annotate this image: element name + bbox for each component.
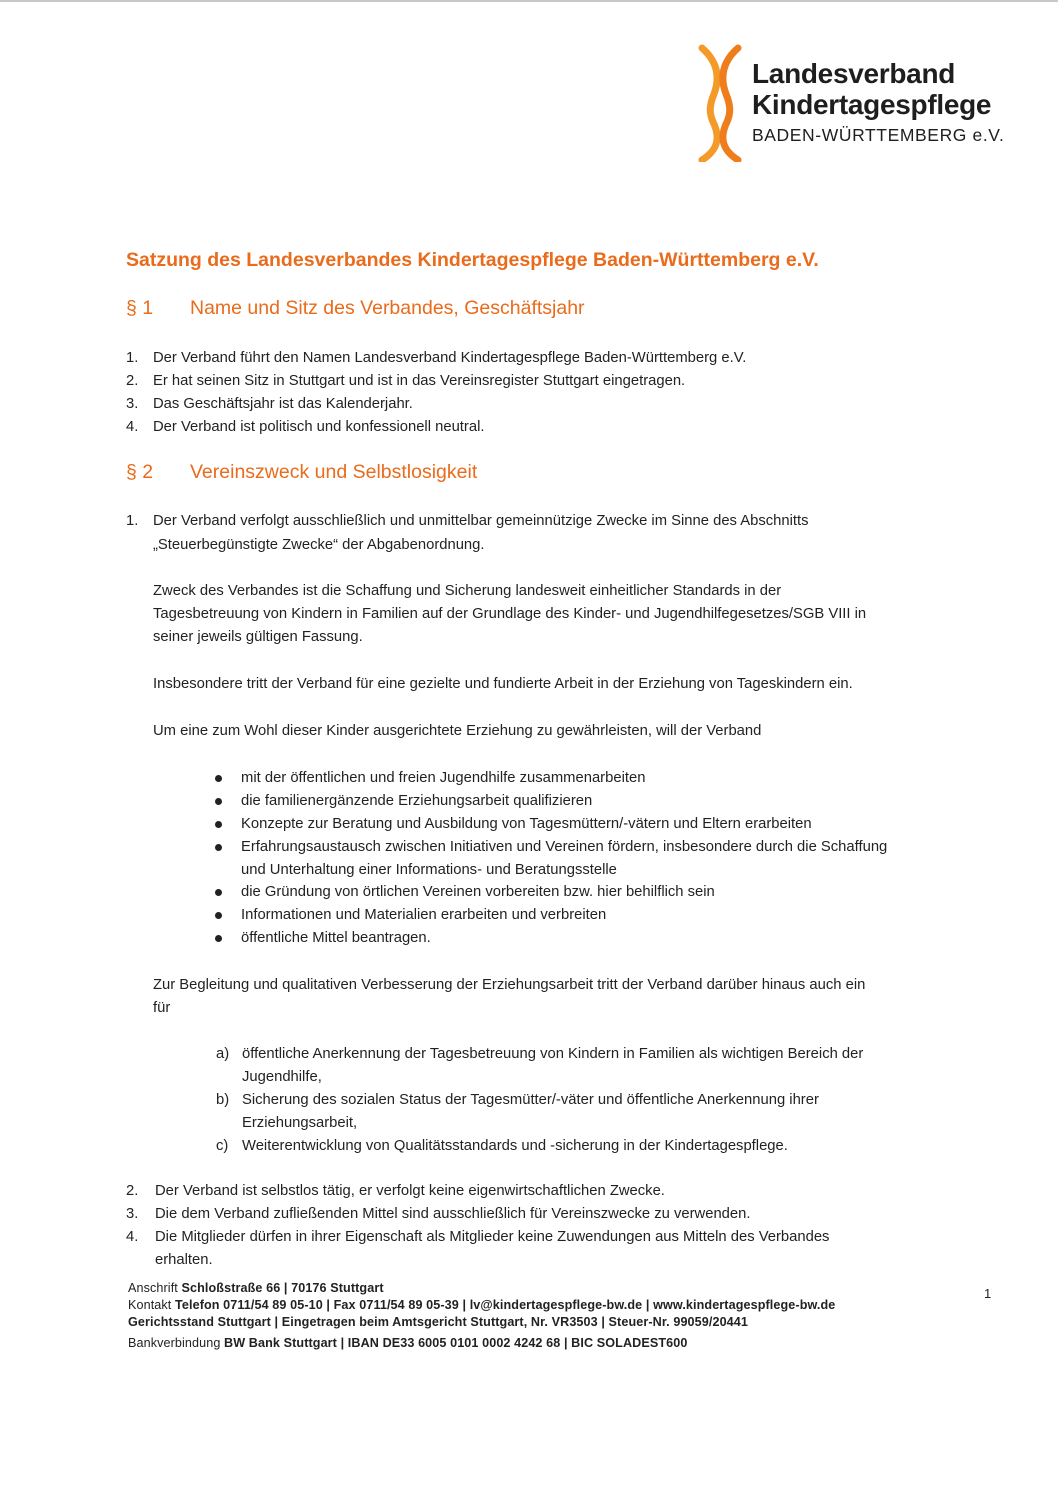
paragraph-line: „Steuerbegünstigte Zwecke“ der Abgabenordnung. xyxy=(153,537,485,553)
logo-text-line1: Landesverband xyxy=(752,58,956,89)
list-number: 1. xyxy=(126,350,139,366)
bullet-item: Erfahrungsaustausch zwischen Initiativen und Vereinen fördern, insbesondere durch die Schaffung xyxy=(241,839,888,855)
list-item-text: Der Verband ist selbstlos tätig, er verfolgt keine eigenwirtschaftlichen Zwecke. xyxy=(155,1183,665,1199)
section-2-heading xyxy=(126,461,477,484)
section-title: Name und Sitz des Verbandes, Geschäftsjahr xyxy=(190,297,585,319)
scan-top-edge xyxy=(0,0,1058,2)
bullet-item: mit der öffentlichen und freien Jugendhilfe zusammenarbeiten xyxy=(241,770,646,786)
section-title: Vereinszweck und Selbstlosigkeit xyxy=(190,461,478,483)
list-item-text: Er hat seinen Sitz in Stuttgart und ist in das Vereinsregister Stuttgart eingetragen. xyxy=(153,373,686,389)
footer-address xyxy=(128,1281,384,1295)
lettered-item: Jugendhilfe, xyxy=(242,1069,322,1085)
list-item-text: Der Verband ist politisch und konfessionell neutral. xyxy=(153,419,485,435)
paragraph-line: Der Verband verfolgt ausschließlich und unmittelbar gemeinnützige Zwecke im Sinne des Abschnitts xyxy=(153,513,809,529)
footer-contact xyxy=(128,1298,835,1312)
bullet-dot xyxy=(215,935,222,942)
list-item-text: Die Mitglieder dürfen in ihrer Eigenschaft als Mitglieder keine Zuwendungen aus Mitteln des Verbandes xyxy=(155,1229,830,1245)
lettered-item: Sicherung des sozialen Status der Tagesmütter/-väter und öffentliche Anerkennung ihrer xyxy=(242,1092,819,1108)
bullet-item: öffentliche Mittel beantragen. xyxy=(241,930,431,946)
list-number: 4. xyxy=(126,419,139,435)
footer-value: Schloßstraße 66 | 70176 Stuttgart xyxy=(181,1281,384,1295)
paragraph-line: Um eine zum Wohl dieser Kinder ausgerichtete Erziehung zu gewährleisten, will der Verband xyxy=(153,723,762,739)
footer-value: Stuttgart | Eingetragen beim Amtsgericht Stuttgart, Nr. VR3503 | Steuer-Nr. 99059/20441 xyxy=(217,1315,748,1329)
lettered-item: Weiterentwicklung von Qualitätsstandards und -sicherung in der Kindertagespflege. xyxy=(242,1138,788,1154)
logo-text-line2: Kindertagespflege xyxy=(752,89,992,120)
list-number: 2. xyxy=(126,373,139,389)
lettered-marker: b) xyxy=(216,1092,230,1108)
footer-bank xyxy=(128,1336,687,1350)
bullet-item: Konzepte zur Beratung und Ausbildung von Tagesmüttern/-vätern und Eltern erarbeiten xyxy=(241,816,812,832)
logo xyxy=(690,44,1020,162)
section-number: § 2 xyxy=(126,461,154,483)
lettered-item: öffentliche Anerkennung der Tagesbetreuung von Kindern in Familien als wichtigen Bereich der xyxy=(242,1046,864,1062)
list-item-text: Das Geschäftsjahr ist das Kalenderjahr. xyxy=(153,396,413,412)
footer-label: Gerichtsstand xyxy=(128,1315,214,1329)
list-number: 4. xyxy=(126,1229,139,1245)
bullet-item: die Gründung von örtlichen Vereinen vorbereiten bzw. hier behilflich sein xyxy=(241,884,715,900)
paragraph-line: seiner jeweils gültigen Fassung. xyxy=(153,629,363,645)
bullet-dot xyxy=(215,889,222,896)
footer-label: Bankverbindung xyxy=(128,1336,221,1350)
lettered-marker: c) xyxy=(216,1138,229,1154)
section-number: § 1 xyxy=(126,297,154,319)
document-title: Satzung des Landesverbandes Kindertagespflege Baden-Württemberg e.V. xyxy=(126,249,819,271)
page-number: 1 xyxy=(984,1286,992,1301)
bullet-dot xyxy=(215,775,222,782)
footer-value: BW Bank Stuttgart | IBAN DE33 6005 0101 0002 4242 68 | BIC SOLADEST600 xyxy=(224,1336,688,1350)
bullet-item-continuation: und Unterhaltung einer Informations- und Beratungsstelle xyxy=(241,862,617,878)
bullet-item: die familienergänzende Erziehungsarbeit qualifizieren xyxy=(241,793,593,809)
lettered-marker: a) xyxy=(216,1046,230,1062)
list-item-text: erhalten. xyxy=(155,1252,213,1268)
list-number: 3. xyxy=(126,1206,139,1222)
bullet-item: Informationen und Materialien erarbeiten und verbreiten xyxy=(241,907,607,923)
list-item-text: Die dem Verband zufließenden Mittel sind ausschließlich für Vereinszwecke zu verwenden. xyxy=(155,1206,751,1222)
lettered-item: Erziehungsarbeit, xyxy=(242,1115,358,1131)
footer-label: Kontakt xyxy=(128,1298,172,1312)
bullet-dot xyxy=(215,844,222,851)
bullet-dot xyxy=(215,821,222,828)
list-item-text: Der Verband führt den Namen Landesverband Kindertagespflege Baden-Württemberg e.V. xyxy=(153,350,747,366)
list-number: 2. xyxy=(126,1183,139,1199)
paragraph-line: Zur Begleitung und qualitativen Verbesserung der Erziehungsarbeit tritt der Verband darüber hinaus auch ein xyxy=(153,977,866,993)
paragraph-line: für xyxy=(153,1000,171,1016)
footer-label: Anschrift xyxy=(128,1281,178,1295)
footer-value: Telefon 0711/54 89 05-10 | Fax 0711/54 89 05-39 | lv@kindertagespflege-bw.de | www.kindertagespflege-bw.de xyxy=(175,1298,836,1312)
paragraph-line: Tagesbetreuung von Kindern in Familien auf der Grundlage des Kinder- und Jugendhilfegesetzes/SGB VIII in xyxy=(153,606,867,622)
logo-text-line3: BADEN-WÜRTTEMBERG e.V. xyxy=(752,125,1005,145)
paragraph-line: Zweck des Verbandes ist die Schaffung und Sicherung landesweit einheitlicher Standards in der xyxy=(153,583,782,599)
bullet-dot xyxy=(215,798,222,805)
paragraph-line: Insbesondere tritt der Verband für eine gezielte und fundierte Arbeit in der Erziehung von Tageskindern ein. xyxy=(153,676,853,692)
list-number: 1. xyxy=(126,513,139,529)
footer-court xyxy=(128,1315,748,1329)
logo-mark-icon xyxy=(690,44,750,162)
section-1-heading xyxy=(126,297,585,320)
list-number: 3. xyxy=(126,396,139,412)
bullet-dot xyxy=(215,912,222,919)
